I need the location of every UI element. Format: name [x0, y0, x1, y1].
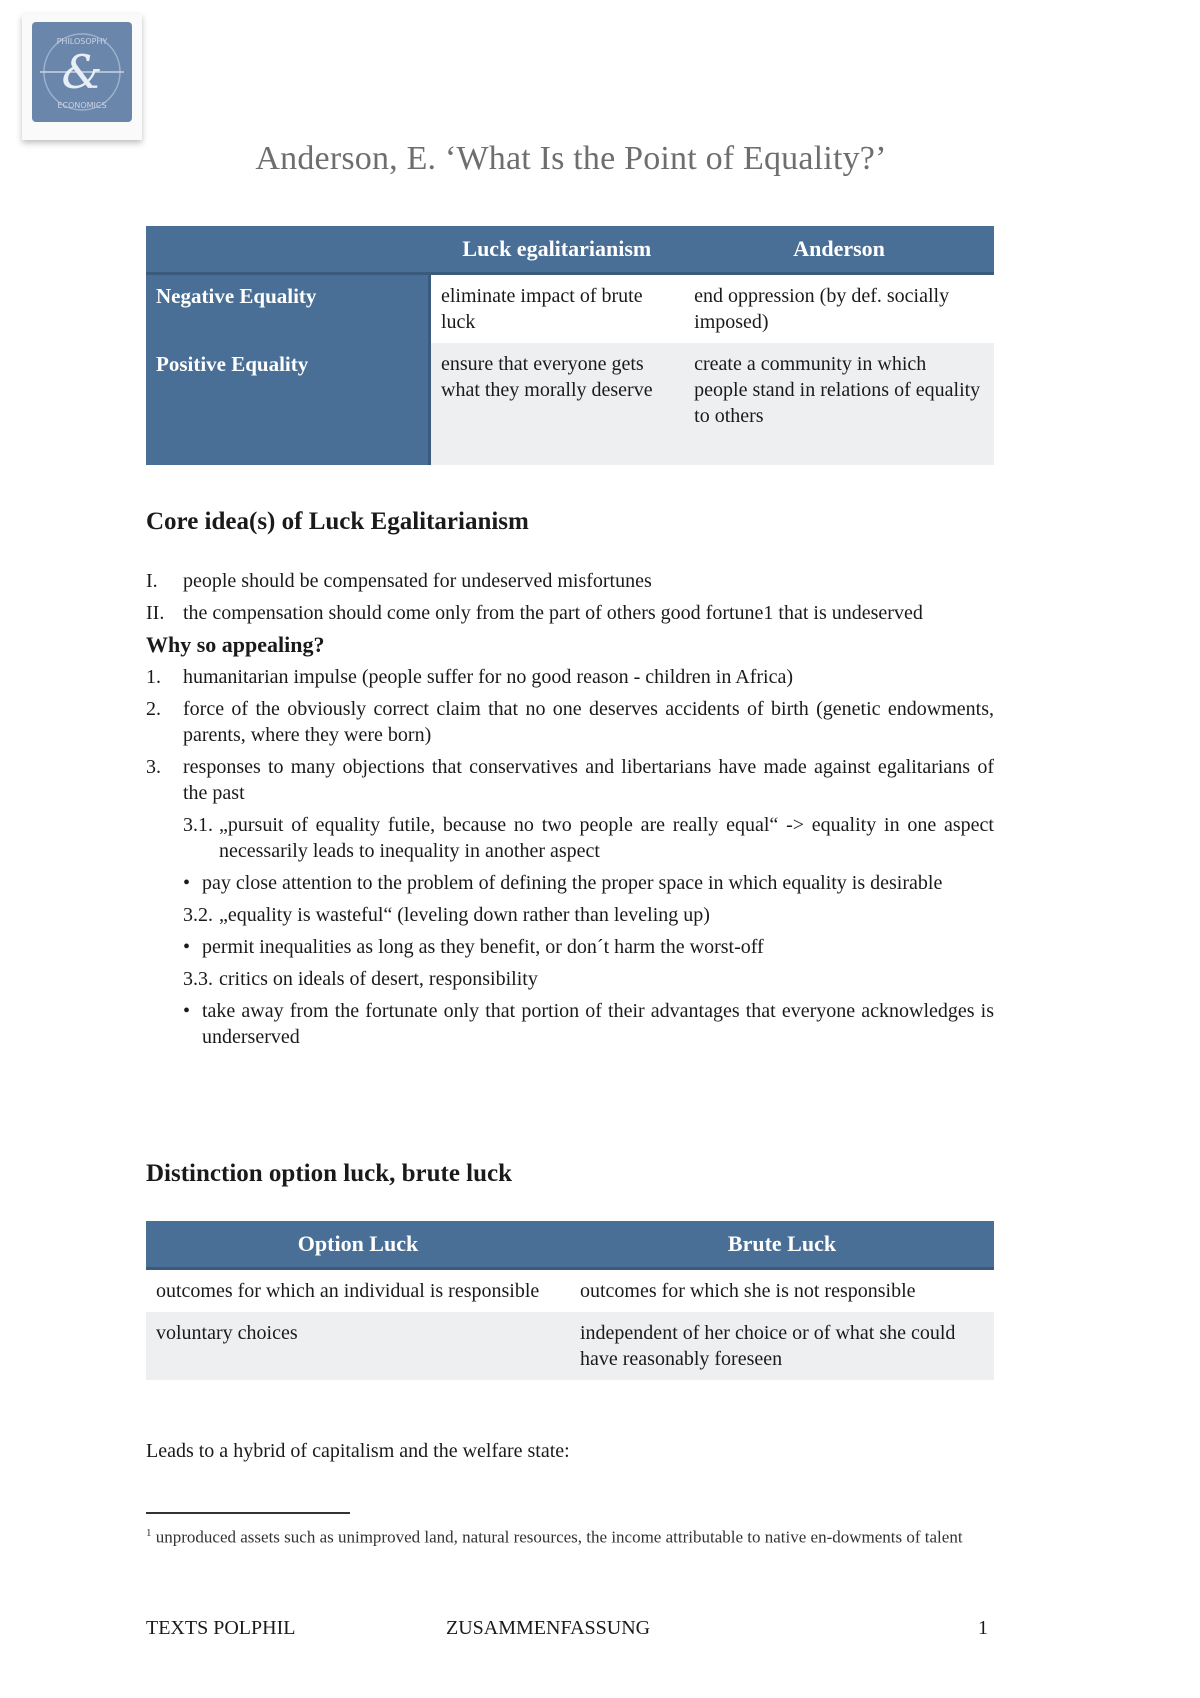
- list-item: [146, 568, 994, 594]
- cell-positive-luck: ensure that everyone gets what they morally deserve: [430, 343, 685, 465]
- logo-text-bottom: ECONOMICS: [57, 101, 107, 110]
- footnote-text: unproduced assets such as unimproved land, natural resources, the income attributable to native en-dowments of talent: [155, 1527, 963, 1547]
- footnote-divider: [146, 1512, 350, 1514]
- conclusion-text: Leads to a hybrid of capitalism and the welfare state:: [146, 1440, 570, 1462]
- logo-text-top: PHILOSOPHY: [56, 37, 108, 46]
- footer-left: TEXTS POLPHIL: [146, 1617, 296, 1639]
- cell-option-1: outcomes for which an individual is responsible: [156, 1280, 540, 1302]
- list-text: responses to many objections that conservatives and libertarians have made against egalitarians of the past: [183, 756, 994, 804]
- list-marker: 3.2.: [183, 904, 213, 926]
- list-marker: 3.1.: [183, 814, 213, 836]
- section-heading-core: Core idea(s) of Luck Egalitarianism: [146, 508, 529, 535]
- list-text: „equality is wasteful“ (leveling down rather than leveling up): [219, 904, 710, 926]
- list-item: [146, 664, 994, 690]
- table-row: [146, 343, 994, 465]
- table-row: [146, 274, 994, 344]
- list-marker: 3.: [146, 756, 161, 778]
- row-label-positive: Positive Equality: [146, 343, 430, 465]
- list-item: [146, 600, 994, 626]
- core-ideas-list: [146, 568, 994, 1056]
- list-item: [146, 812, 994, 864]
- table-row: [146, 1312, 994, 1380]
- list-item: [146, 902, 994, 928]
- list-text: take away from the fortunate only that portion of their advantages that everyone acknowledges is underserved: [202, 1000, 994, 1048]
- page-title: Anderson, E. ‘What Is the Point of Equality?’: [255, 140, 887, 177]
- bullet-item: [146, 998, 994, 1050]
- table-header-empty: [146, 226, 430, 274]
- list-text: the compensation should come only from the part of others good fortune1 that is undeserved: [183, 602, 923, 624]
- cell-option-2: voluntary choices: [146, 1312, 570, 1380]
- cell-brute-1: outcomes for which she is not responsible: [580, 1280, 916, 1302]
- list-marker: 1.: [146, 666, 161, 688]
- list-text: critics on ideals of desert, responsibility: [219, 968, 538, 990]
- list-marker: I.: [146, 570, 158, 592]
- cell-negative-luck: eliminate impact of brute luck: [441, 285, 643, 333]
- row-label-negative: Negative Equality: [146, 274, 430, 344]
- bullet-icon: •: [183, 872, 191, 894]
- subheading-appealing: Why so appealing?: [146, 632, 325, 657]
- table-row: [146, 1269, 994, 1313]
- list-text: humanitarian impulse (people suffer for no good reason - children in Africa): [183, 666, 793, 688]
- footer-center: ZUSAMMENFASSUNG: [446, 1617, 651, 1639]
- page-number: 1: [978, 1617, 988, 1639]
- table-header-anderson: Anderson: [684, 226, 994, 274]
- cell-brute-2: independent of her choice or of what she could have reasonably foreseen: [570, 1312, 994, 1380]
- footnote: [146, 1522, 986, 1549]
- list-text: people should be compensated for undeserved misfortunes: [183, 570, 652, 592]
- table-header-option: Option Luck: [146, 1221, 570, 1269]
- comparison-table: [146, 226, 994, 465]
- table-header-luck: Luck egalitarianism: [430, 226, 685, 274]
- list-text: force of the obviously correct claim that no one deserves accidents of birth (genetic endowments, parents, where they were born): [183, 698, 994, 746]
- list-marker: 2.: [146, 698, 161, 720]
- bullet-icon: •: [183, 936, 191, 958]
- bullet-item: [146, 870, 994, 896]
- list-item: [146, 754, 994, 806]
- logo-emblem: [32, 22, 132, 122]
- list-item: [146, 966, 994, 992]
- logo: [22, 14, 142, 140]
- footnote-number: 1: [146, 1527, 152, 1539]
- list-marker: 3.3.: [183, 968, 213, 990]
- table-header-brute: Brute Luck: [570, 1221, 994, 1269]
- bullet-item: [146, 934, 994, 960]
- list-marker: II.: [146, 602, 165, 624]
- list-item: [146, 696, 994, 748]
- list-text: „pursuit of equality futile, because no two people are really equal“ -> equality in one aspect necessarily leads to inequality in another aspect: [219, 814, 994, 862]
- list-text: permit inequalities as long as they benefit, or don´t harm the worst-off: [202, 936, 764, 958]
- bullet-icon: •: [183, 1000, 191, 1022]
- cell-negative-anderson: end oppression (by def. socially imposed): [694, 285, 950, 333]
- list-text: pay close attention to the problem of defining the proper space in which equality is desirable: [202, 872, 943, 894]
- section-heading-distinction: Distinction option luck, brute luck: [146, 1160, 513, 1187]
- logo-ampersand: &: [61, 45, 103, 99]
- luck-table: [146, 1221, 994, 1380]
- cell-positive-anderson: create a community in which people stand in relations of equality to others: [684, 343, 994, 465]
